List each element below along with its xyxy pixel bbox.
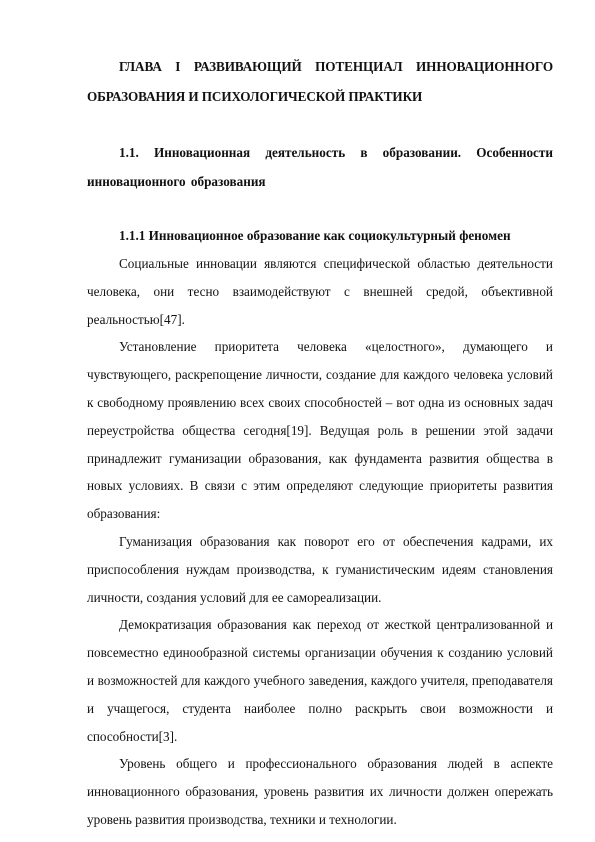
paragraph: Гуманизация образования как поворот его от обеспечения кадрами, их приспособления нуждам производства, к гуманистическим идеям становления личности, создания условий для ее самореализации. bbox=[87, 533, 553, 605]
section-title: 1.1. Инновационная деятельность в образовании. Особенности инновационного образования bbox=[87, 145, 553, 189]
subsection-title: 1.1.1 Инновационное образование как социокультурный феномен bbox=[119, 228, 511, 243]
paragraph: Демократизация образования как переход от жесткой централизованной и повсеместно единообразной системы организации обучения к созданию условий и возможностей для каждого учебного заведения, каждого учителя, преподавателя и учащегося, студента наиболее полно раскрыть свои возможности и способности[3]. bbox=[87, 617, 553, 744]
document-page bbox=[87, 52, 553, 834]
paragraph: Установление приоритета человека «целостного», думающего и чувствующего, раскрепощение личности, создание для каждого человека условий к свободному проявлению всех своих способностей – вот одна из основных задач переустройства общества сегодня[19]. Ведущая роль в решении этой задачи принадлежит гуманизации образования, как фундамента развития общества в новых условиях. В связи с этим определяют следующие приоритеты развития образования: bbox=[87, 339, 553, 522]
chapter-title: ГЛАВА I РАЗВИВАЮЩИЙ ПОТЕНЦИАЛ ИННОВАЦИОННОГО ОБРАЗОВАНИЯ И ПСИХОЛОГИЧЕСКОЙ ПРАКТИКИ bbox=[87, 59, 553, 104]
paragraph: Социальные инновации являются специфической областью деятельности человека, они тесно взаимодействуют с внешней средой, объективной реальностью[47]. bbox=[87, 256, 553, 327]
paragraph: Уровень общего и профессионального образования людей в аспекте инновационного образования, уровень развития их личности должен опережать уровень развития производства, техники и технологии. bbox=[87, 756, 553, 827]
